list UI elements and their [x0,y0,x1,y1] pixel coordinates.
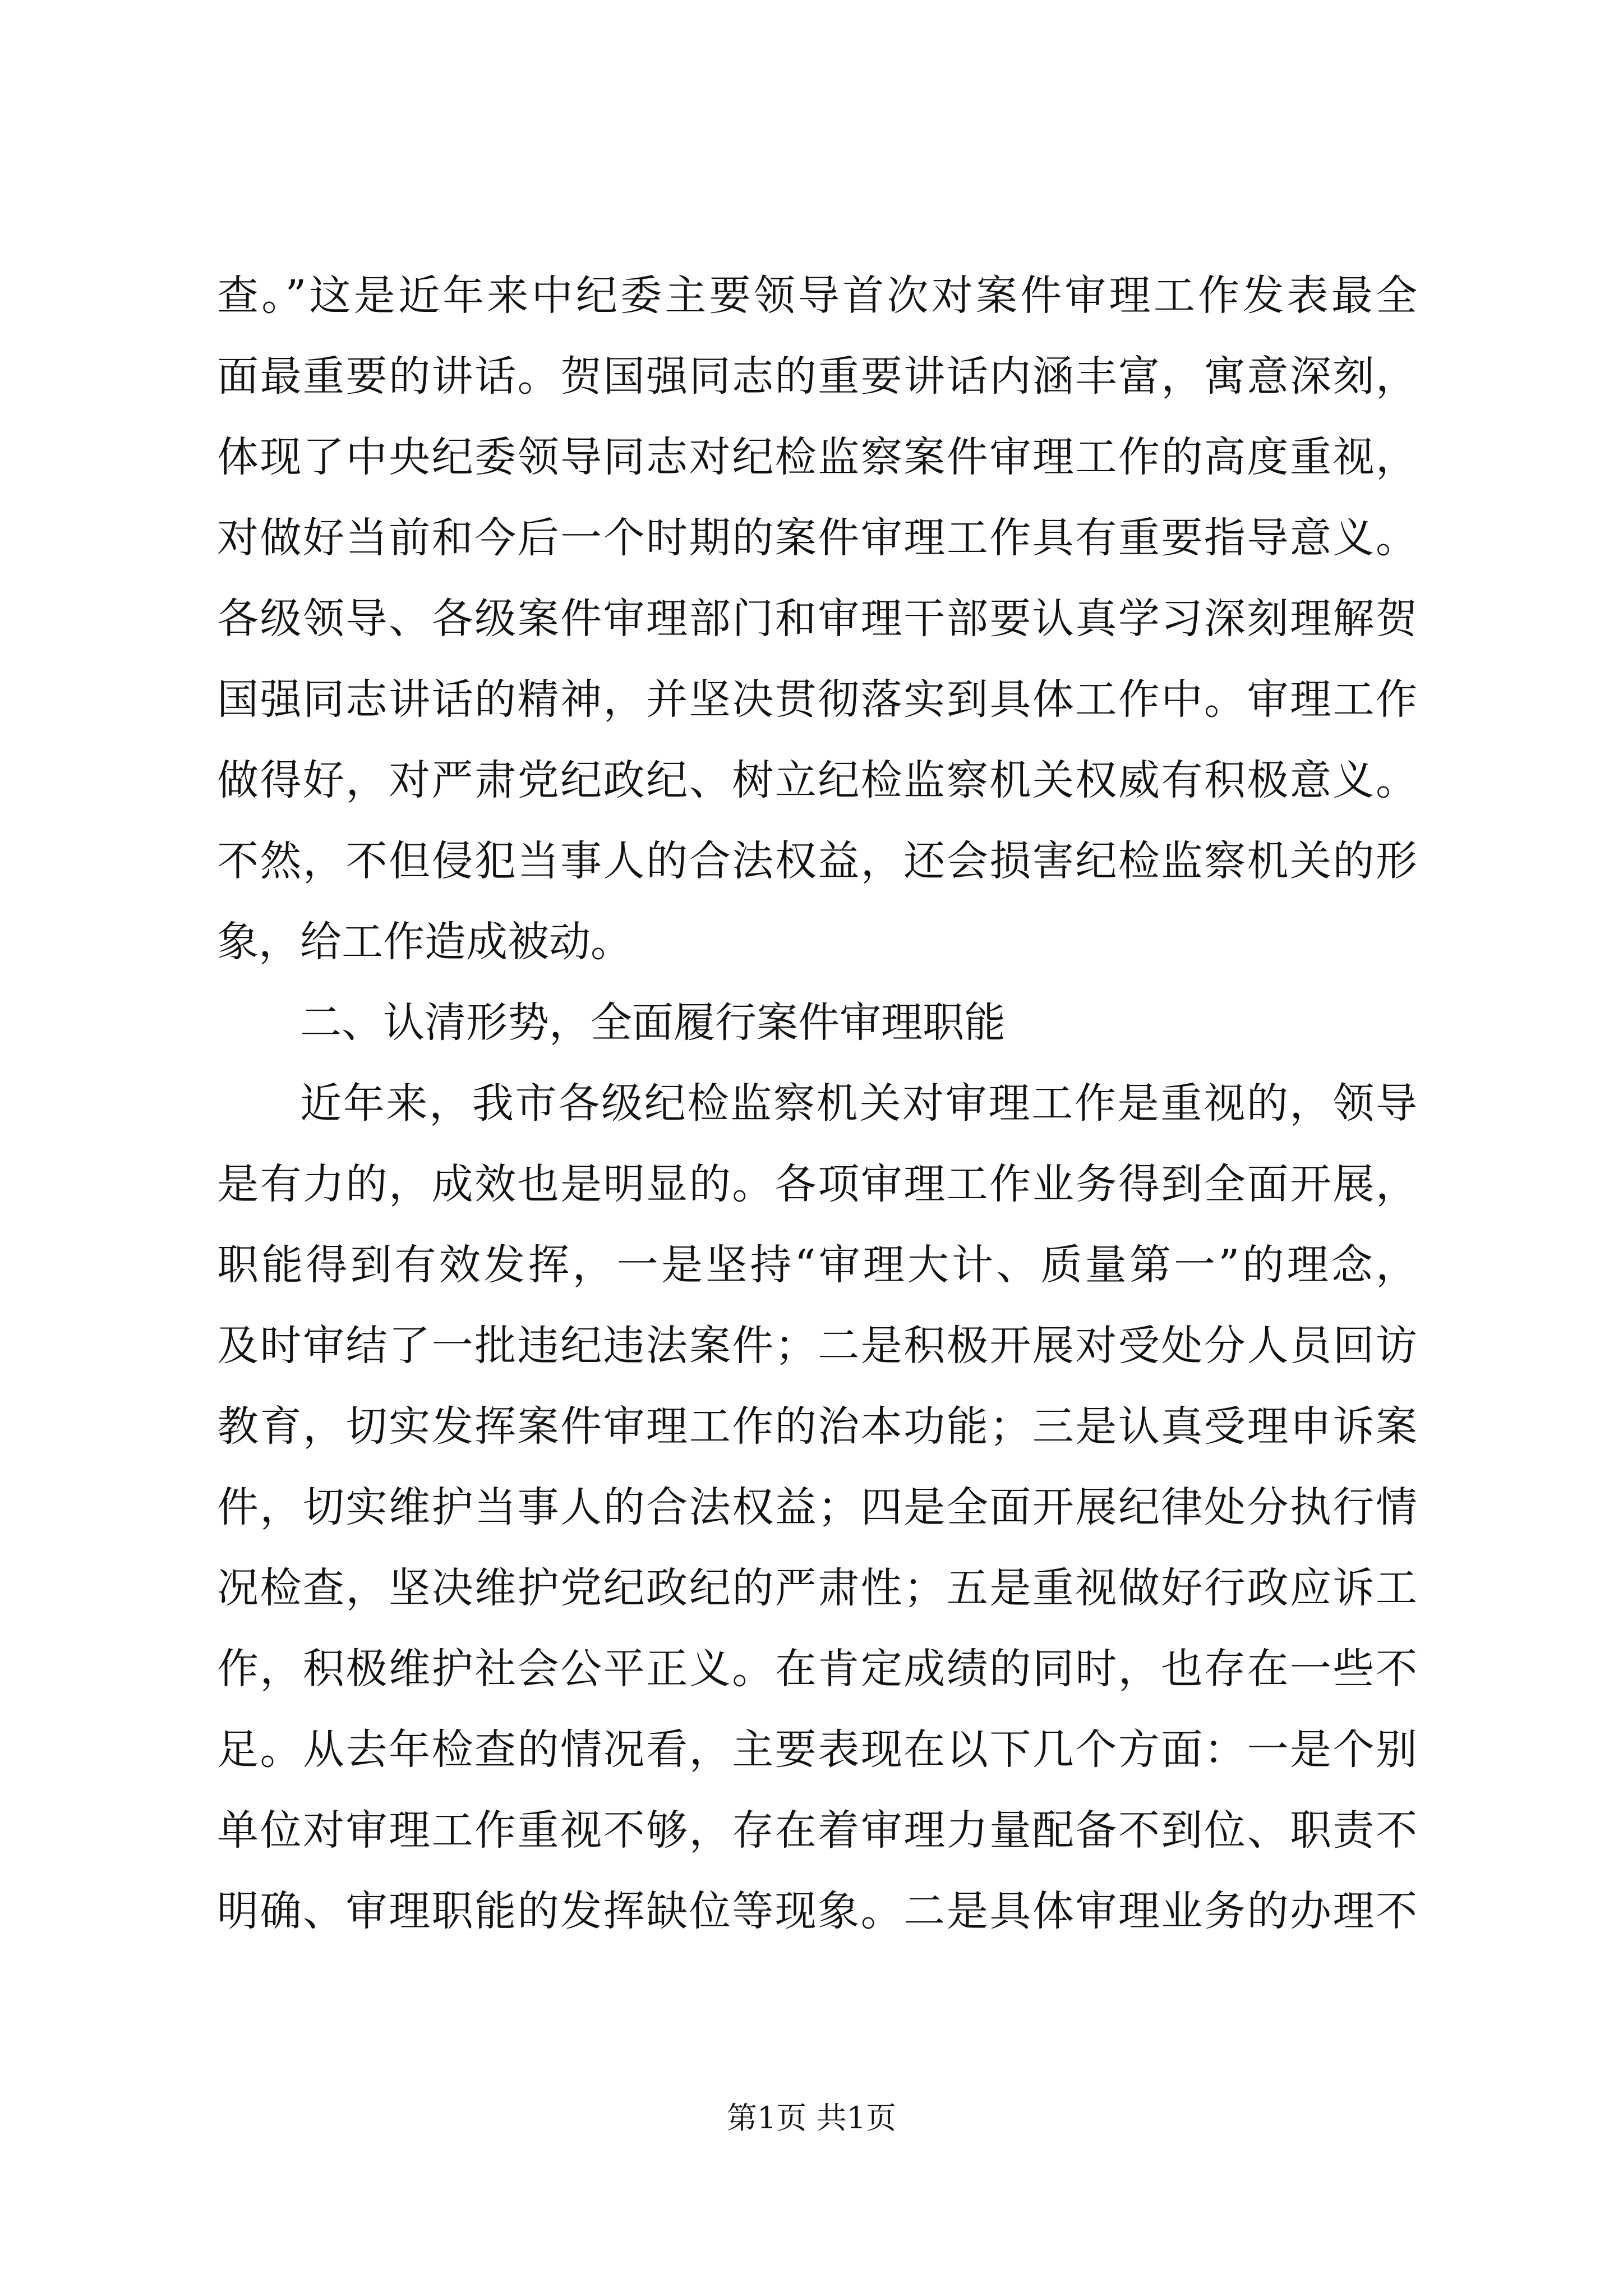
paragraph-line: 况检查，坚决维护党纪政纪的严肃性；五是重视做好行政应诉工 [217,1564,1417,1612]
paragraph-line: 做得好，对严肃党纪政纪、树立纪检监察机关权威有积极意义。 [217,756,1417,804]
paragraph-line: 是有力的，成效也是明显的。各项审理工作业务得到全面开展， [217,1160,1417,1208]
paragraph-line: 足。从去年检查的情况看，主要表现在以下几个方面：一是个别 [217,1726,1417,1774]
paragraph-line: 作，积极维护社会公平正义。在肯定成绩的同时，也存在一些不 [217,1645,1417,1693]
paragraph-line: 国强同志讲话的精神，并坚决贯彻落实到具体工作中。审理工作 [217,675,1417,724]
paragraph-line: 件，切实维护当事人的合法权益；四是全面开展纪律处分执行情 [217,1483,1417,1531]
paragraph-line: 职能得到有效发挥，一是坚持“审理大计、质量第一”的理念， [217,1241,1417,1289]
paragraph-line: 及时审结了一批违纪违法案件；二是积极开展对受处分人员回访 [217,1322,1417,1370]
page-footer: 第1页 共1页 [727,2100,896,2136]
paragraph-line: 体现了中央纪委领导同志对纪检监察案件审理工作的高度重视， [217,433,1417,481]
paragraph-line: 面最重要的讲话。贺国强同志的重要讲话内涵丰富，寓意深刻， [217,352,1417,401]
paragraph-line: 不然，不但侵犯当事人的合法权益，还会损害纪检监察机关的形 [217,837,1417,885]
paragraph-line: 单位对审理工作重视不够，存在着审理力量配备不到位、职责不 [217,1806,1417,1855]
paragraph-line: 象，给工作造成被动。 [217,918,632,966]
paragraph-line: 对做好当前和今后一个时期的案件审理工作具有重要指导意义。 [217,514,1417,562]
paragraph-line: 教育，切实发挥案件审理工作的治本功能；三是认真受理申诉案 [217,1402,1417,1451]
paragraph-line: 各级领导、各级案件审理部门和审理干部要认真学习深刻理解贺 [217,595,1417,643]
section-heading: 二、认清形势，全面履行案件审理职能 [300,999,1006,1047]
paragraph-line: 近年来，我市各级纪检监察机关对审理工作是重视的，领导 [300,1079,1417,1128]
paragraph-line: 明确、审理职能的发挥缺位等现象。二是具体审理业务的办理不 [217,1887,1417,1935]
document-body [217,255,1417,1952]
paragraph-line: 查。”这是近年来中纪委主要领导首次对案件审理工作发表最全 [217,272,1417,320]
